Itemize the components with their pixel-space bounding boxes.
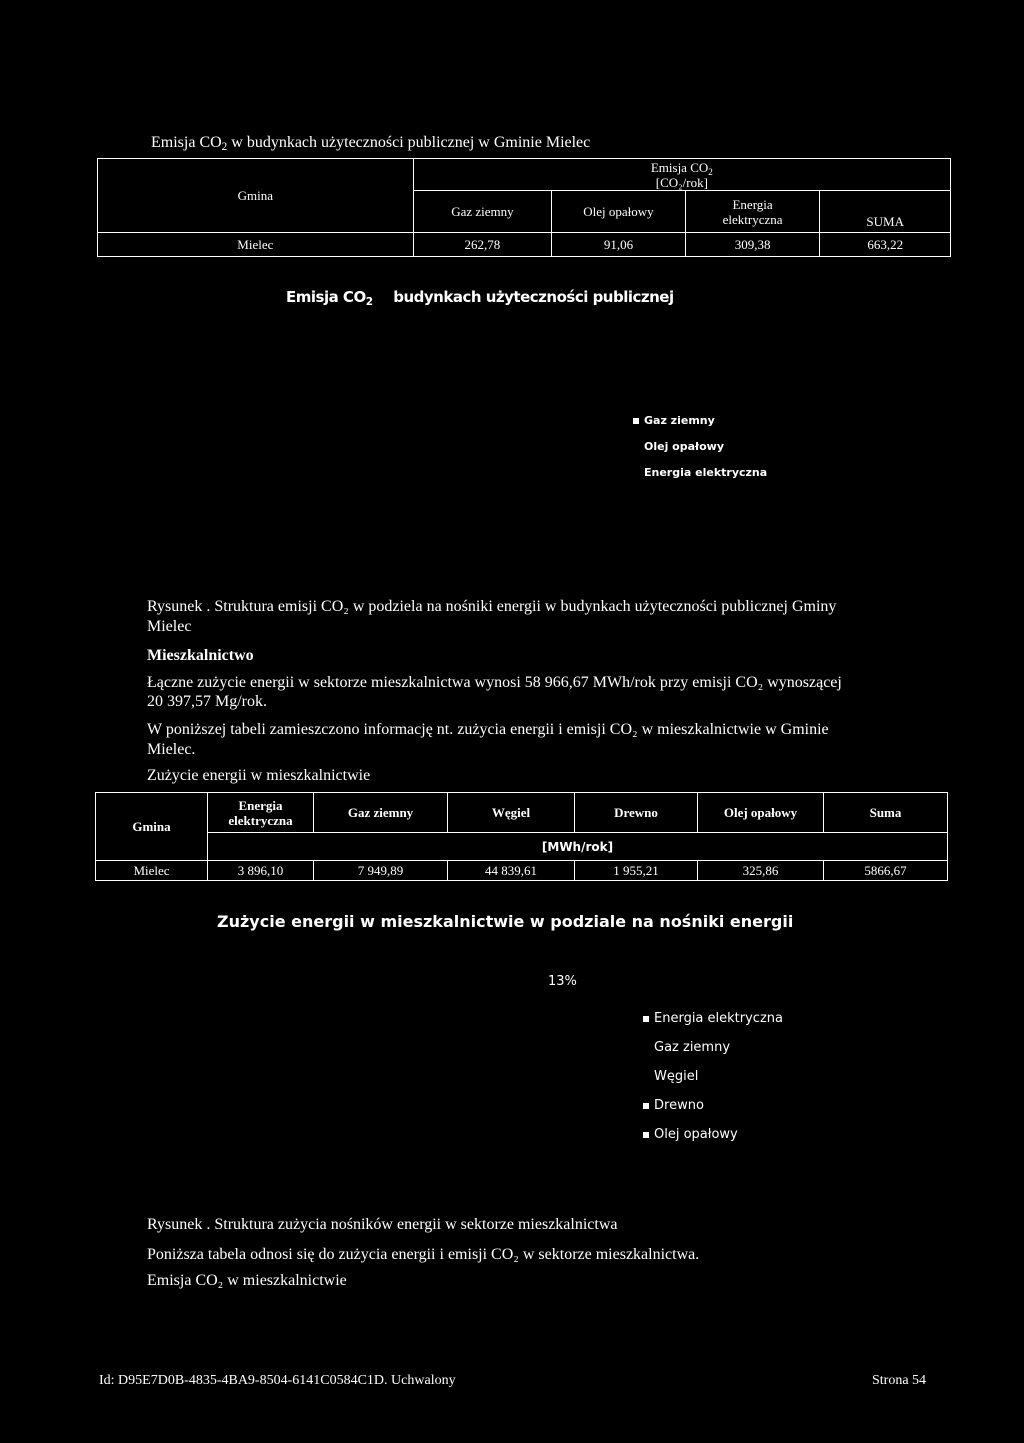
legend-item: Olej opałowy <box>643 1120 783 1149</box>
chart2-title: Zużycie energii w mieszkalnictwie w podziale na nośniki energii <box>217 912 794 931</box>
cell-gmina: Mielec <box>98 233 414 257</box>
header-suma: Suma <box>824 793 948 833</box>
legend-item: Energia elektryczna <box>644 466 768 479</box>
header-olej-opalowy: Olej opałowy <box>552 191 686 233</box>
header-energia-elektryczna: Energia elektryczna <box>208 793 314 833</box>
cell-suma: 5866,67 <box>824 861 948 881</box>
cell-gmina: Mielec <box>96 861 208 881</box>
cell-energia: 3 896,10 <box>208 861 314 881</box>
cell-suma: 663,22 <box>820 233 951 257</box>
figure-caption-cont: Mielec <box>147 618 192 635</box>
chart2-legend <box>643 1004 783 1149</box>
paragraph-cont: Mielec. <box>147 741 196 758</box>
header-olej-opalowy: Olej opałowy <box>698 793 824 833</box>
cell-gaz: 7 949,89 <box>314 861 448 881</box>
header-gaz-ziemny: Gaz ziemny <box>413 191 552 233</box>
document-id: Id: D95E7D0B-4835-4BA9-8504-6141C0584C1D. Uchwalony <box>99 1373 456 1388</box>
cell-olej: 91,06 <box>552 233 686 257</box>
header-gmina: Gmina <box>96 793 208 861</box>
chart1-legend <box>633 408 767 486</box>
paragraph: W poniższej tabeli zamieszczono informację nt. zużycia energii i emisji CO₂ w mieszkalnictwie w Gminie <box>147 721 829 738</box>
paragraph: Łączne zużycie energii w sektorze mieszkalnictwa wynosi 58 966,67 MWh/rok przy emisji CO₂ wynoszącej <box>147 674 842 691</box>
table-row <box>98 233 951 257</box>
table-caption: Emisja CO₂ w mieszkalnictwie <box>147 1272 347 1289</box>
chart1-title: Emisja $CO_2$ budynkach użyteczności publicznej <box>286 288 674 308</box>
header-suma: SUMA <box>820 191 951 233</box>
header-drewno: Drewno <box>575 793 698 833</box>
legend-swatch-icon <box>643 1132 649 1138</box>
legend-item: Gaz ziemny <box>633 408 767 434</box>
legend-item: Drewno <box>643 1091 783 1120</box>
energy-consumption-table <box>95 792 948 881</box>
header-gaz-ziemny: Gaz ziemny <box>314 793 448 833</box>
cell-energia: 309,38 <box>685 233 820 257</box>
table-caption: Zużycie energii w mieszkalnictwie <box>147 767 371 784</box>
cell-wegiel: 44 839,61 <box>448 861 575 881</box>
legend-item: Olej opałowy <box>644 440 725 453</box>
cell-gaz: 262,78 <box>413 233 552 257</box>
legend-swatch-icon <box>643 1016 649 1022</box>
page-number: Strona 54 <box>872 1373 927 1388</box>
header-energia-elektryczna: Energia elektryczna <box>685 191 820 233</box>
legend-item: Energia elektryczna <box>643 1004 783 1033</box>
paragraph: Poniższa tabela odnosi się do zużycia energii i emisji CO₂ w sektorze mieszkalnictwa. <box>147 1246 700 1263</box>
legend-item: Węgiel <box>654 1069 699 1084</box>
section-heading: Mieszkalnictwo <box>147 647 254 664</box>
cell-olej: 325,86 <box>698 861 824 881</box>
header-emisja-group: Emisja $CO_2$ [CO₂/rok] <box>413 159 950 191</box>
legend-item: Gaz ziemny <box>654 1040 731 1055</box>
paragraph-cont: 20 397,57 Mg/rok. <box>147 693 267 710</box>
header-wegiel: Węgiel <box>448 793 575 833</box>
cell-drewno: 1 955,21 <box>575 861 698 881</box>
table-row <box>96 861 948 881</box>
header-gmina: Gmina <box>98 159 414 233</box>
table-caption: Emisja $CO_2$ w budynkach użyteczności publicznej w Gminie Mielec <box>151 134 591 153</box>
figure-caption: Rysunek . Struktura emisji CO₂ w podziela na nośniki energii w budynkach użyteczności publicznej Gminy <box>147 598 837 615</box>
legend-swatch-icon <box>643 1103 649 1109</box>
chart2-data-label: 13% <box>548 974 577 989</box>
legend-swatch-icon <box>633 418 639 424</box>
emission-table-public-buildings <box>97 158 951 257</box>
header-unit: [MWh/rok] <box>208 833 948 861</box>
figure-caption: Rysunek . Struktura zużycia nośników energii w sektorze mieszkalnictwa <box>147 1216 618 1233</box>
